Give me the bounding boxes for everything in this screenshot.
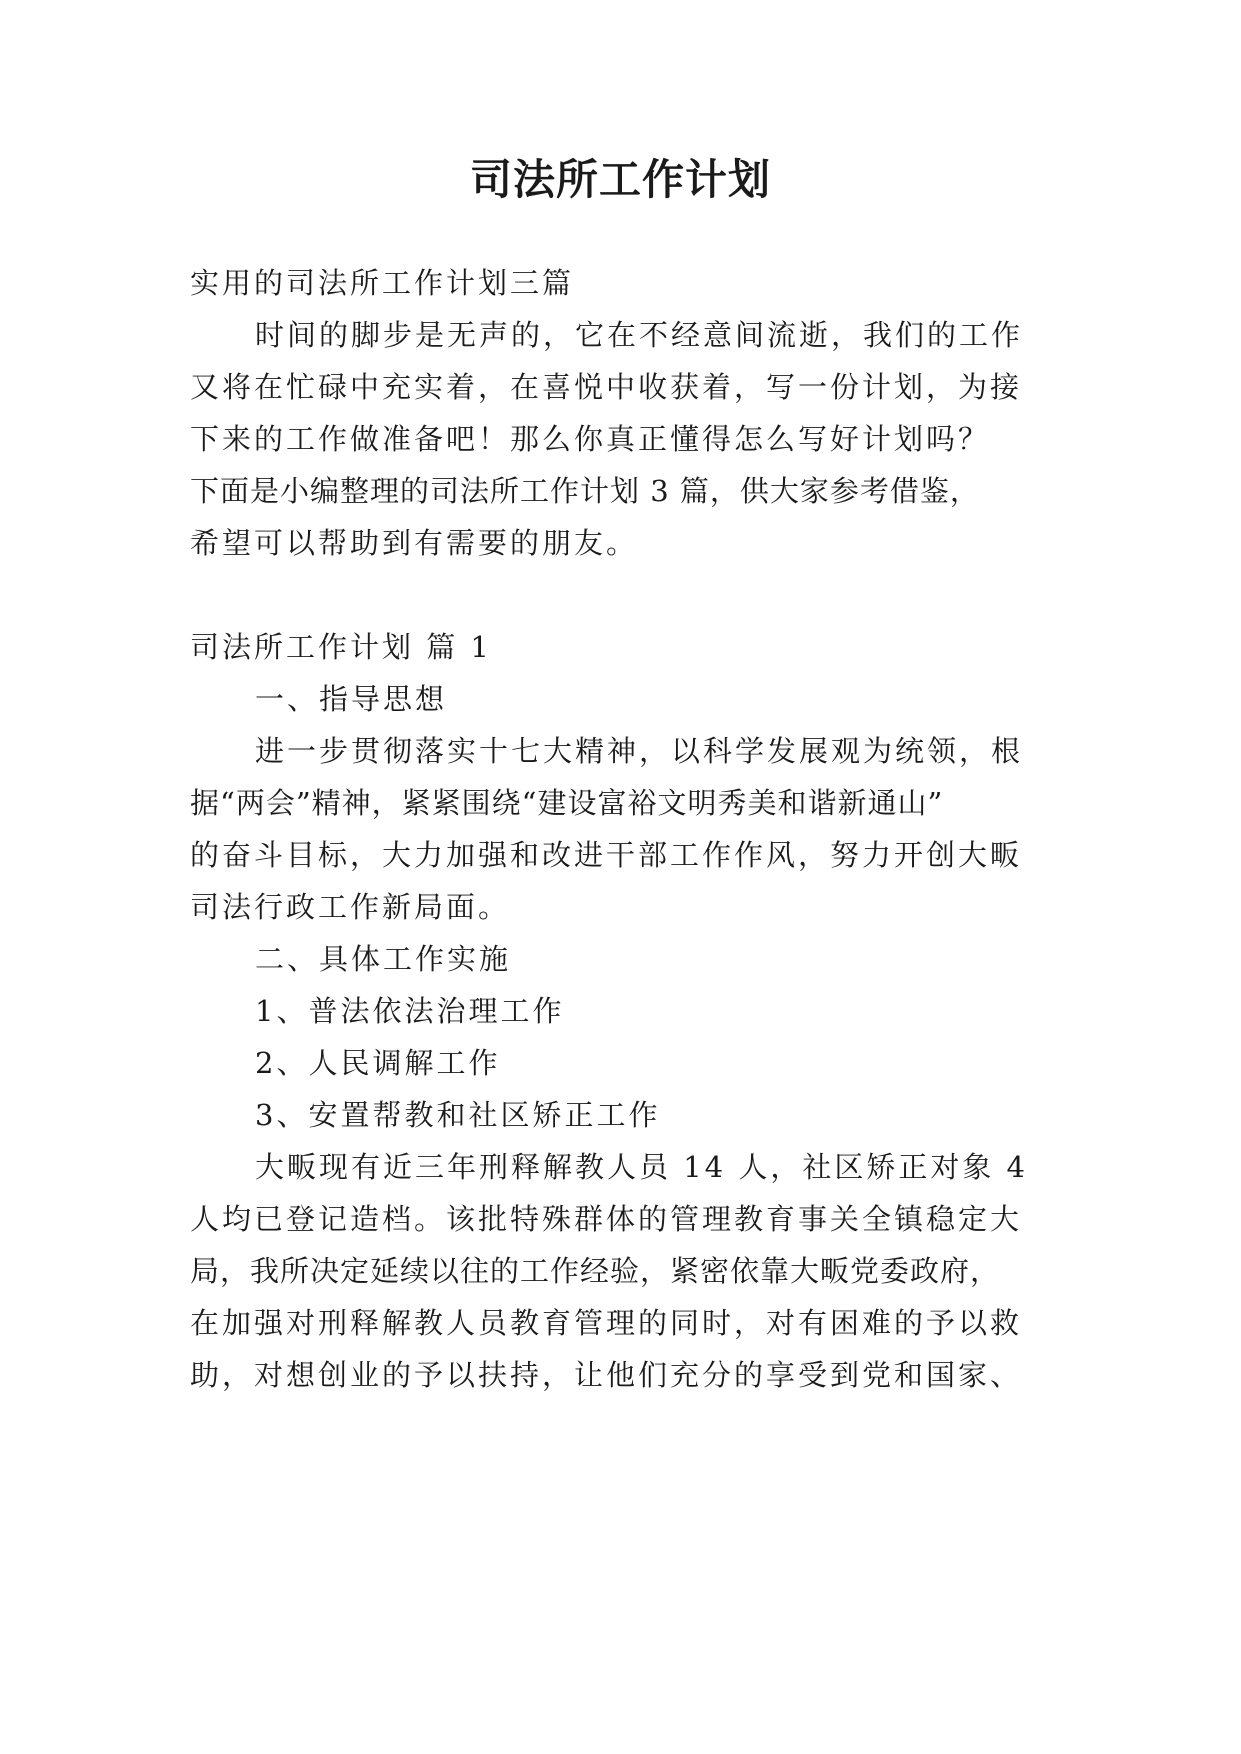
guiding-line: 的奋斗目标，大力加强和改进干部工作作风，努力开创大畈 — [190, 838, 1023, 872]
guiding-line: 司法行政工作新局面。 — [190, 890, 511, 924]
guiding-line: 进一步贯彻落实十七大精神，以科学发展观为统领，根 — [255, 734, 1024, 768]
body-line: 人均已登记造档。该批特殊群体的管理教育事关全镇稳定大 — [190, 1202, 1023, 1236]
list-item: 2、人民调解工作 — [255, 1046, 501, 1080]
intro-line: 希望可以帮助到有需要的朋友。 — [190, 526, 639, 560]
document-subtitle: 实用的司法所工作计划三篇 — [190, 266, 575, 300]
body-line: 助，对想创业的予以扶持，让他们充分的享受到党和国家、 — [190, 1358, 1023, 1392]
guiding-line: 据“两会”精神，紧紧围绕“建设富裕文明秀美和谐新通山” — [190, 786, 944, 820]
list-item: 1、普法依法治理工作 — [255, 994, 565, 1028]
body-line: 在加强对刑释解教人员教育管理的同时，对有困难的予以救 — [190, 1306, 1023, 1340]
intro-line: 下面是小编整理的司法所工作计划 3 篇，供大家参考借鉴， — [190, 474, 980, 508]
list-item: 3、安置帮教和社区矫正工作 — [255, 1098, 661, 1132]
section-heading: 司法所工作计划 篇 1 — [190, 630, 492, 664]
intro-line: 又将在忙碌中充实着，在喜悦中收获着，写一份计划，为接 — [190, 370, 1023, 404]
intro-line: 时间的脚步是无声的，它在不经意间流逝，我们的工作 — [255, 318, 1024, 352]
body-line: 大畈现有近三年刑释解教人员 14 人，社区矫正对象 4 — [255, 1150, 1029, 1184]
heading-implementation: 二、具体工作实施 — [255, 942, 512, 976]
document-title: 司法所工作计划 — [469, 155, 771, 204]
intro-line: 下来的工作做准备吧！那么你真正懂得怎么写好计划吗？ — [190, 422, 991, 456]
body-line: 局，我所决定延续以往的工作经验，紧密依靠大畈党委政府， — [190, 1254, 1001, 1288]
heading-guiding-thought: 一、指导思想 — [255, 682, 448, 716]
